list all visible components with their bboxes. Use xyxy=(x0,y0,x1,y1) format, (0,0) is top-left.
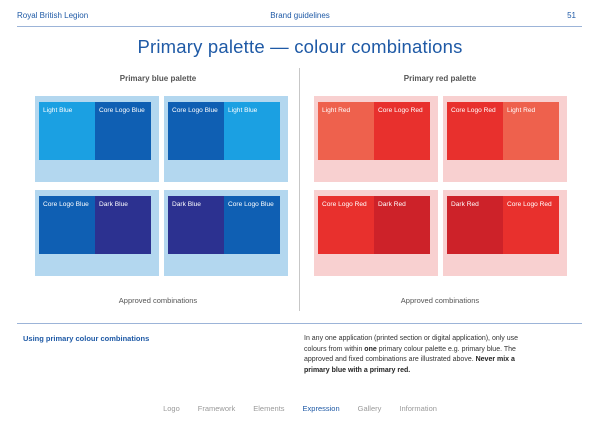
swatch-core-logo-red xyxy=(374,102,430,160)
blue-caption: Approved combinations xyxy=(118,296,198,305)
blue-combination-1 xyxy=(35,96,159,182)
swatch-label: Dark Red xyxy=(378,201,406,208)
swatch-label: Core Logo Blue xyxy=(99,107,145,114)
swatch-label: Dark Blue xyxy=(99,201,128,208)
swatch-label: Light Blue xyxy=(43,107,73,114)
nav-elements[interactable]: Elements xyxy=(253,404,285,413)
swatch-label: Core Logo Red xyxy=(322,201,367,208)
red-caption: Approved combinations xyxy=(400,296,480,305)
swatch-core-logo-red xyxy=(503,196,559,254)
swatch-label: Core Logo Blue xyxy=(43,201,89,208)
usage-warning: Never mix a primary blue with a primary red. xyxy=(304,356,515,374)
swatch-label: Light Blue xyxy=(228,107,258,114)
nav-logo[interactable]: Logo xyxy=(163,404,180,413)
swatch-light-red xyxy=(503,102,559,160)
red-palette-title: Primary red palette xyxy=(403,74,477,83)
swatch-label: Dark Red xyxy=(451,201,479,208)
swatch-label: Light Red xyxy=(507,107,536,114)
swatch-label: Light Red xyxy=(322,107,351,114)
swatch-core-logo-blue xyxy=(168,102,224,160)
usage-body xyxy=(304,334,540,376)
swatch-label: Core Logo Blue xyxy=(172,107,218,114)
nav-information[interactable]: Information xyxy=(399,404,437,413)
red-combination-4 xyxy=(443,190,567,276)
header-divider xyxy=(17,26,582,27)
swatch-dark-blue xyxy=(95,196,151,254)
red-combination-1 xyxy=(314,96,438,182)
swatch-core-logo-blue xyxy=(95,102,151,160)
red-combination-2 xyxy=(443,96,567,182)
blue-combination-3 xyxy=(35,190,159,276)
palette-divider xyxy=(299,68,300,311)
blue-combination-4 xyxy=(164,190,288,276)
swatch-core-logo-blue xyxy=(39,196,95,254)
usage-text: In any one application (printed section or digital application), only use colours from within xyxy=(304,335,519,353)
usage-text: primary colour palette e.g. primary blue. The approved and fixed combinations are illustrated above. xyxy=(304,345,516,363)
swatch-light-blue xyxy=(224,102,280,160)
swatch-core-logo-red xyxy=(447,102,503,160)
section-divider xyxy=(17,323,582,324)
swatch-dark-red xyxy=(374,196,430,254)
swatch-label: Core Logo Blue xyxy=(228,201,274,208)
usage-emphasis: one xyxy=(364,345,377,353)
swatch-core-logo-red xyxy=(318,196,374,254)
organisation-name: Royal British Legion xyxy=(17,11,89,20)
nav-gallery[interactable]: Gallery xyxy=(357,404,382,413)
footer-nav xyxy=(0,404,600,413)
page-title: Primary palette — colour combinations xyxy=(137,36,463,57)
nav-expression[interactable]: Expression xyxy=(302,404,340,413)
swatch-dark-blue xyxy=(168,196,224,254)
swatch-label: Core Logo Red xyxy=(378,107,423,114)
swatch-dark-red xyxy=(447,196,503,254)
nav-framework[interactable]: Framework xyxy=(197,404,236,413)
swatch-core-logo-blue xyxy=(224,196,280,254)
usage-heading: Using primary colour combinations xyxy=(23,334,150,343)
page-number: 51 xyxy=(567,11,576,20)
blue-combination-2 xyxy=(164,96,288,182)
red-combination-3 xyxy=(314,190,438,276)
swatch-light-red xyxy=(318,102,374,160)
swatch-label: Core Logo Red xyxy=(507,201,552,208)
swatch-label: Core Logo Red xyxy=(451,107,496,114)
blue-palette-title: Primary blue palette xyxy=(119,74,197,83)
swatch-light-blue xyxy=(39,102,95,160)
document-title: Brand guidelines xyxy=(270,11,330,20)
swatch-label: Dark Blue xyxy=(172,201,201,208)
